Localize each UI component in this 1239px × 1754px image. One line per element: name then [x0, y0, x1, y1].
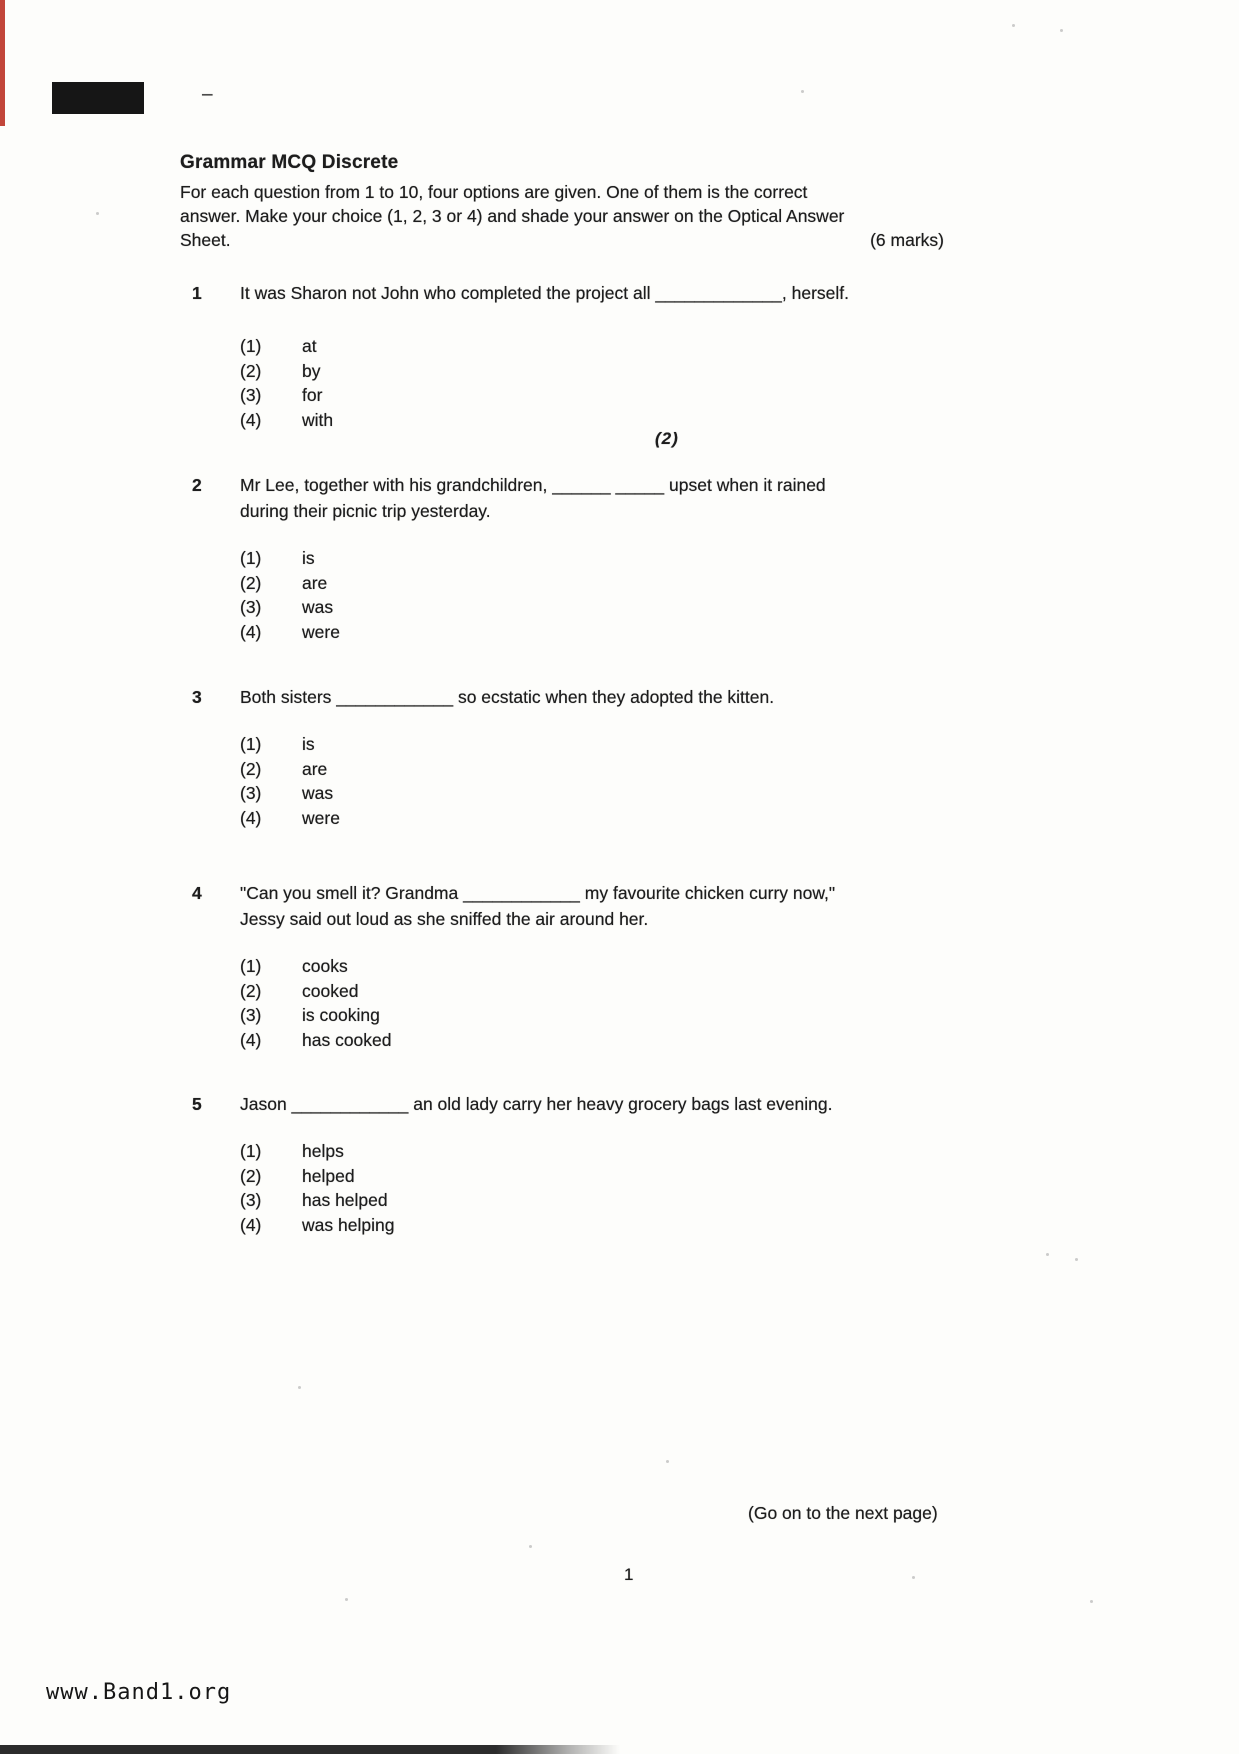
question-body: [240, 880, 980, 1052]
scan-speck: [1090, 1600, 1093, 1603]
option-label: are: [302, 758, 328, 779]
option-label: by: [302, 360, 321, 381]
option-number: (4): [240, 1029, 262, 1050]
option-number: (2): [240, 360, 262, 381]
option-row: [240, 383, 980, 408]
option-number: (3): [240, 597, 262, 617]
question-stem: [240, 880, 980, 932]
page-number: 1: [624, 1565, 634, 1584]
option-row: [240, 595, 980, 620]
option-row: [240, 979, 980, 1004]
option-number: (4): [240, 807, 262, 828]
option-number: (4): [240, 621, 262, 642]
option-label: were: [302, 807, 340, 828]
option-number: (1): [240, 336, 262, 356]
scan-speck: [345, 1598, 348, 1601]
option-row: [240, 1213, 980, 1238]
question-number: 2: [192, 475, 202, 495]
options-list: [240, 1139, 980, 1237]
option-number: (2): [240, 758, 262, 779]
option-number: (1): [240, 548, 262, 568]
instructions-line-3-text: Sheet.: [180, 230, 231, 250]
option-row: [240, 781, 980, 806]
stem-line: "Can you smell it? Grandma ____________ my favourite chicken curry now,": [240, 883, 836, 903]
scan-speck: [1012, 24, 1015, 27]
scan-speck: [1060, 29, 1063, 32]
option-row: [240, 1028, 980, 1053]
option-label: has helped: [302, 1190, 388, 1210]
option-row: [240, 620, 980, 645]
stem-line: Mr Lee, together with his grandchildren, ______ _____ upset when it rained: [240, 475, 826, 495]
option-label: were: [302, 621, 340, 642]
scan-speck: [1075, 1258, 1078, 1261]
stem-line: Jessy said out loud as she sniffed the air around her.: [240, 909, 649, 929]
redaction-block: [52, 82, 144, 114]
stem-line: Jason ____________ an old lady carry her heavy grocery bags last evening.: [240, 1094, 833, 1114]
scan-speck: [666, 1460, 669, 1463]
question-block: [192, 880, 992, 1052]
scan-bottom-bar: [0, 1745, 620, 1754]
option-number: (3): [240, 783, 262, 803]
option-row: [240, 1003, 980, 1028]
question-body: [240, 280, 980, 432]
question-body: [240, 684, 980, 830]
scan-speck: [96, 212, 99, 215]
question-stem: [240, 472, 980, 524]
options-list: [240, 732, 980, 830]
options-list: [240, 546, 980, 644]
dash-mark: –: [202, 84, 213, 105]
option-row: [240, 1188, 980, 1213]
option-label: helped: [302, 1165, 355, 1186]
option-label: is cooking: [302, 1005, 380, 1025]
option-row: [240, 571, 980, 596]
question-block: [192, 280, 992, 432]
option-number: (2): [240, 1165, 262, 1186]
option-label: with: [302, 409, 334, 430]
option-row: [240, 1164, 980, 1189]
option-label: cooked: [302, 980, 359, 1001]
option-number: (3): [240, 1005, 262, 1025]
stem-line: Both sisters ____________ so ecstatic when they adopted the kitten.: [240, 687, 775, 707]
option-number: (3): [240, 1190, 262, 1210]
option-row: [240, 546, 980, 571]
scan-speck: [529, 1545, 532, 1548]
option-row: [240, 732, 980, 757]
question-number: 3: [192, 687, 202, 707]
option-label: helps: [302, 1141, 344, 1161]
scan-speck: [912, 1576, 915, 1579]
question-block: [192, 1091, 992, 1237]
question-stem: [240, 1091, 980, 1117]
option-label: was helping: [302, 1214, 395, 1235]
instructions: [180, 180, 944, 252]
option-label: was: [302, 783, 334, 803]
scan-speck: [1046, 1253, 1049, 1256]
option-label: are: [302, 572, 328, 593]
marks-label: (6 marks): [870, 230, 944, 250]
option-label: is: [302, 548, 315, 568]
scan-speck: [298, 1386, 301, 1389]
option-label: cooks: [302, 956, 348, 976]
option-row: [240, 359, 980, 384]
option-label: for: [302, 385, 323, 405]
option-number: (2): [240, 980, 262, 1001]
option-label: is: [302, 734, 315, 754]
stem-line: It was Sharon not John who completed the project all _____________, herself.: [240, 283, 850, 303]
question-number: 1: [192, 283, 202, 303]
option-number: (1): [240, 956, 262, 976]
section-title: Grammar MCQ Discrete: [180, 152, 399, 173]
instructions-line-1: For each question from 1 to 10, four options are given. One of them is the correct: [180, 182, 808, 202]
options-list: [240, 954, 980, 1052]
stem-line: during their picnic trip yesterday.: [240, 501, 491, 521]
question-body: [240, 1091, 980, 1237]
option-number: (4): [240, 409, 262, 430]
option-row: [240, 408, 980, 433]
options-list: [240, 334, 980, 432]
question-block: [192, 684, 992, 830]
question-stem: [240, 280, 980, 306]
option-number: (4): [240, 1214, 262, 1235]
next-page-note: (Go on to the next page): [748, 1503, 938, 1523]
option-label: has cooked: [302, 1029, 392, 1050]
instructions-line-2: answer. Make your choice (1, 2, 3 or 4) and shade your answer on the Optical Answer: [180, 206, 845, 226]
option-number: (1): [240, 1141, 262, 1161]
option-label: at: [302, 336, 317, 356]
option-number: (2): [240, 572, 262, 593]
question-number: 5: [192, 1094, 202, 1114]
option-row: [240, 757, 980, 782]
answer-annotation: (2): [655, 429, 679, 448]
option-number: (1): [240, 734, 262, 754]
question-body: [240, 472, 980, 644]
option-label: was: [302, 597, 334, 617]
instructions-line-3: [180, 228, 944, 252]
scan-red-edge-mark: [0, 0, 5, 126]
watermark-url: www.Band1.org: [46, 1680, 232, 1705]
scan-speck: [801, 90, 804, 93]
option-row: [240, 954, 980, 979]
question-block: [192, 472, 992, 644]
option-row: [240, 806, 980, 831]
option-row: [240, 1139, 980, 1164]
question-number: 4: [192, 883, 202, 903]
option-row: [240, 334, 980, 359]
question-stem: [240, 684, 980, 710]
option-number: (3): [240, 385, 262, 405]
